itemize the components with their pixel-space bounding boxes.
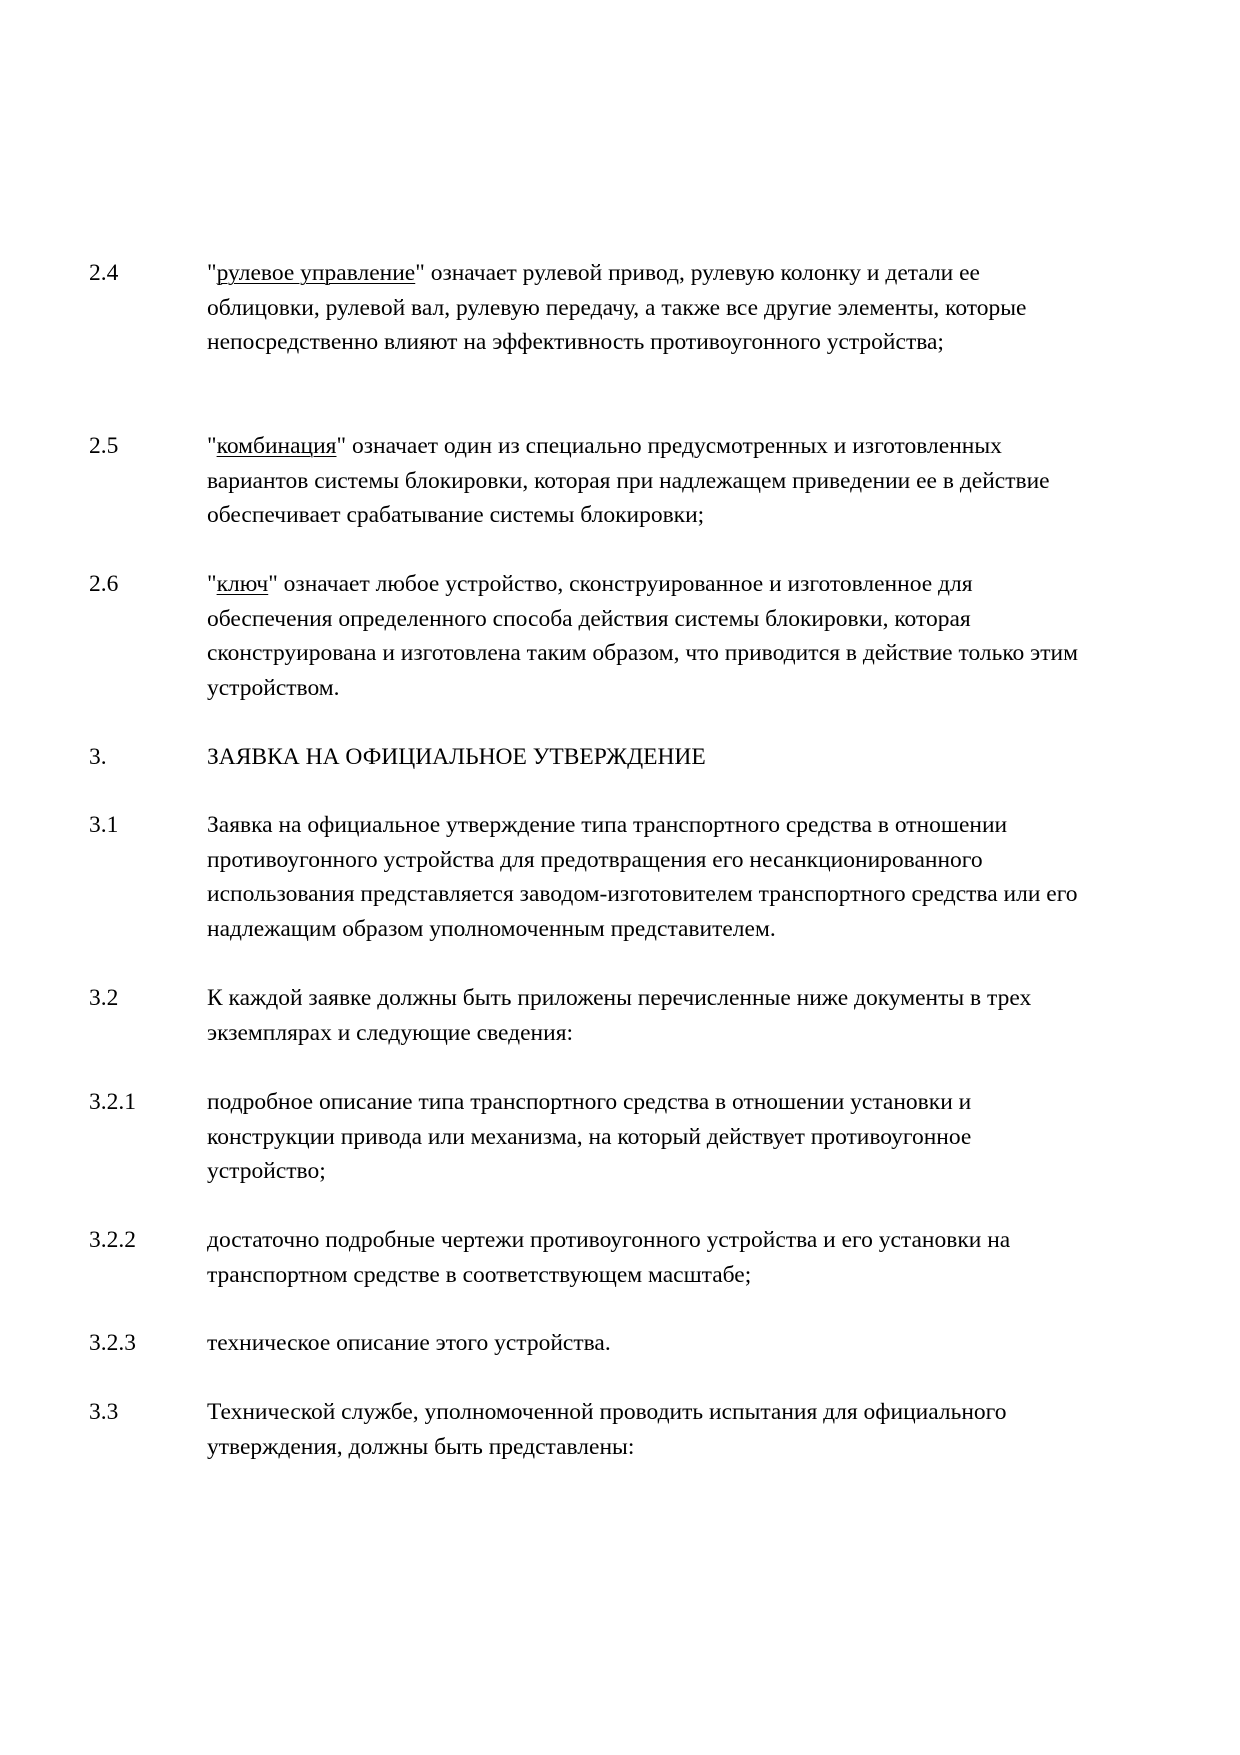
paragraph-number: 2.4 bbox=[89, 260, 119, 286]
defined-term: комбинация bbox=[216, 433, 337, 459]
quote-mark: " bbox=[207, 433, 217, 459]
paragraph-number: 3.2.2 bbox=[89, 1227, 136, 1253]
quote-mark: " bbox=[207, 260, 217, 286]
paragraph-number: 3.3 bbox=[89, 1399, 119, 1425]
paragraph-text: техническое описание этого устройства. bbox=[207, 1330, 611, 1356]
quote-mark: " bbox=[207, 571, 217, 597]
paragraph-text bbox=[207, 256, 1087, 360]
paragraph-number: 2.5 bbox=[89, 433, 119, 459]
paragraph-number: 3.2.1 bbox=[89, 1089, 136, 1115]
paragraph-number: 3.2 bbox=[89, 985, 119, 1011]
paragraph-text: Технической службе, уполномоченной проводить испытания для официального утверждения, должны быть представлены: bbox=[207, 1399, 1007, 1460]
paragraph-text bbox=[207, 429, 1087, 533]
paragraph-text: подробное описание типа транспортного средства в отношении установки и конструкции привода или механизма, на который действует противоугонное устройство; bbox=[207, 1089, 972, 1184]
paragraph-text: достаточно подробные чертежи противоугонного устройства и его установки на транспортном средстве в соответствующем масштабе; bbox=[207, 1227, 1011, 1288]
section-number: 3. bbox=[89, 744, 107, 770]
definition-text: " означает любое устройство, сконструированное и изготовленное для обеспечения определенного способа действия системы блокировки, которая сконструирована и изготовлена таким образом, что приводится в действие только этим устройством. bbox=[207, 571, 1078, 701]
paragraph-text: К каждой заявке должны быть приложены перечисленные ниже документы в трех экземплярах и следующие сведения: bbox=[207, 985, 1032, 1046]
paragraph-number: 3.2.3 bbox=[89, 1330, 136, 1356]
paragraph-number: 2.6 bbox=[89, 571, 119, 597]
paragraph-number: 3.1 bbox=[89, 812, 119, 838]
definition-text: " означает один из специально предусмотренных и изготовленных вариантов системы блокировки, которая при надлежащем приведении ее в действие обеспечивает срабатывание системы блокировки; bbox=[207, 433, 1050, 528]
definition-text: " означает рулевой привод, рулевую колонку и детали ее облицовки, рулевой вал, рулевую передачу, а также все другие элементы, которые непосредственно влияют на эффективность противоугонного устройства; bbox=[207, 260, 1027, 355]
section-title: ЗАЯВКА НА ОФИЦИАЛЬНОЕ УТВЕРЖДЕНИЕ bbox=[207, 744, 706, 770]
paragraph-text bbox=[207, 567, 1087, 705]
defined-term: рулевое управление bbox=[216, 260, 416, 286]
defined-term: ключ bbox=[216, 571, 269, 597]
paragraph-text: Заявка на официальное утверждение типа транспортного средства в отношении противоугонного устройства для предотвращения его несанкционированного использования представляется заводом-изготовителем транспортного средства или его надлежащим образом уполномоченным представителем. bbox=[207, 812, 1078, 942]
